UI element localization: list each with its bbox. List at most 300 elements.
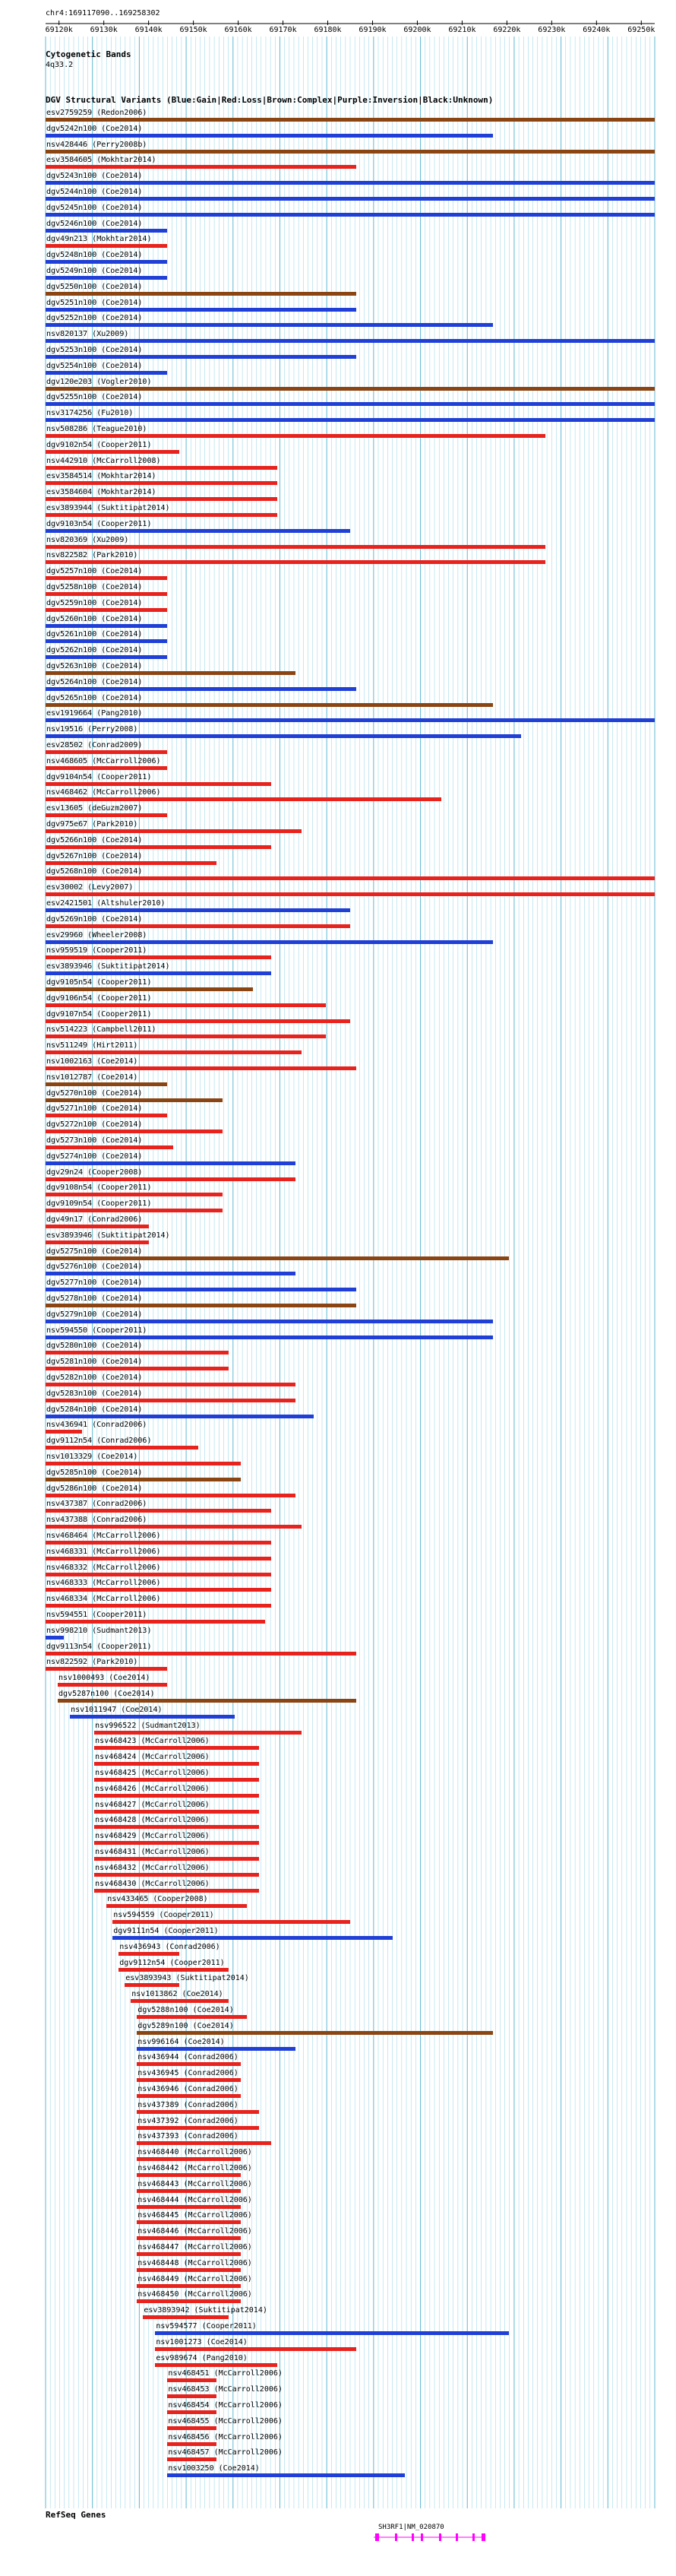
sv-label: dgv5250n100 (Coe2014): [46, 282, 143, 291]
ruler-tick-label: 69230k: [538, 26, 566, 34]
sv-bar[interactable]: [46, 624, 167, 628]
sv-bar[interactable]: [46, 876, 655, 880]
sv-label: esv3893944 (Suktitipat2014): [46, 504, 170, 512]
sv-bar[interactable]: [46, 1225, 149, 1228]
sv-label: dgv29n24 (Cooper2008): [46, 1168, 143, 1177]
sv-bar[interactable]: [46, 1145, 173, 1149]
sv-bar[interactable]: [131, 1999, 228, 2003]
sv-label: dgv5244n100 (Coe2014): [46, 188, 143, 196]
sv-label: dgv5262n100 (Coe2014): [46, 646, 143, 655]
sv-label: nsv511249 (Hirt2011): [46, 1041, 138, 1050]
sv-bar[interactable]: [137, 2268, 240, 2272]
sv-label: dgv9113n54 (Cooper2011): [46, 1642, 152, 1651]
sv-bar[interactable]: [137, 2126, 258, 2130]
sv-label: nsv468423 (McCarroll2006): [95, 1737, 210, 1746]
sv-label: nsv468462 (McCarroll2006): [46, 788, 161, 797]
location-label: chr4:169117090..169258302: [46, 9, 160, 17]
sv-bar[interactable]: [46, 1573, 271, 1576]
sv-label: nsv820369 (Xu2009): [46, 535, 129, 544]
sv-label: nsv468457 (McCarroll2006): [168, 2448, 283, 2457]
sv-bar[interactable]: [46, 434, 545, 438]
sv-bar[interactable]: [94, 1810, 259, 1814]
sv-bar[interactable]: [94, 1731, 302, 1735]
sv-label: dgv5270n100 (Coe2014): [46, 1088, 143, 1098]
sv-label: esv2759259 (Redon2006): [46, 109, 147, 117]
sv-label: dgv5278n100 (Coe2014): [46, 1294, 143, 1303]
sv-bar[interactable]: [46, 244, 167, 248]
sv-bar[interactable]: [46, 292, 356, 296]
sv-label: esv3584604 (Mokhtar2014): [46, 488, 156, 497]
sv-label: dgv5282n100 (Coe2014): [46, 1374, 143, 1382]
sv-bar[interactable]: [143, 2315, 228, 2319]
gene-exon: [412, 2533, 414, 2541]
sv-bar[interactable]: [46, 766, 167, 770]
sv-label: dgv9104n54 (Cooper2011): [46, 772, 152, 781]
sv-label: esv30002 (Levy2007): [46, 883, 134, 892]
sv-label: nsv594559 (Cooper2011): [113, 1911, 214, 1920]
sv-label: nsv822592 (Park2010): [46, 1658, 138, 1667]
sv-bar[interactable]: [155, 2363, 276, 2367]
sv-label: nsv514223 (Campbell2011): [46, 1025, 156, 1035]
sv-label: nsv468451 (McCarroll2006): [168, 2369, 283, 2378]
sv-bar[interactable]: [46, 813, 167, 817]
sv-bar[interactable]: [46, 861, 216, 865]
sv-label: dgv9111n54 (Cooper2011): [113, 1927, 219, 1935]
sv-bar[interactable]: [46, 1177, 295, 1181]
sv-label: nsv436943 (Conrad2006): [119, 1942, 220, 1951]
sv-label: nsv437389 (Conrad2006): [137, 2100, 238, 2109]
sv-label: nsv594577 (Cooper2011): [156, 2322, 257, 2330]
ruler-tick-label: 69130k: [90, 26, 118, 34]
ruler-tick-label: 69120k: [45, 26, 73, 34]
sv-label: nsv442910 (McCarroll2008): [46, 456, 161, 465]
sv-bar[interactable]: [46, 545, 545, 549]
refseq-track-title: RefSeq Genes: [46, 2510, 106, 2520]
sv-label: nsv436946 (Conrad2006): [137, 2085, 238, 2093]
sv-label: nsv468445 (McCarroll2006): [137, 2211, 252, 2220]
sv-bar[interactable]: [46, 165, 356, 169]
gene-model-sh3rf1[interactable]: [372, 2532, 486, 2543]
sv-label: dgv5255n100 (Coe2014): [46, 393, 143, 402]
sv-label: nsv468442 (McCarroll2006): [137, 2164, 252, 2172]
sv-label: nsv468446 (McCarroll2006): [137, 2227, 252, 2236]
sv-bar[interactable]: [137, 2062, 240, 2066]
sv-bar[interactable]: [46, 1050, 302, 1054]
sv-label: dgv5258n100 (Coe2014): [46, 583, 143, 591]
sv-label: nsv468425 (McCarroll2006): [95, 1769, 210, 1777]
sv-bar[interactable]: [167, 2394, 216, 2398]
sv-bar[interactable]: [46, 1604, 271, 1608]
sv-bar[interactable]: [46, 1462, 241, 1465]
sv-label: nsv468443 (McCarroll2006): [137, 2179, 252, 2188]
sv-label: dgv5273n100 (Coe2014): [46, 1136, 143, 1145]
sv-bar[interactable]: [137, 2284, 240, 2288]
sv-bar[interactable]: [46, 339, 655, 343]
sv-label: nsv468464 (McCarroll2006): [46, 1532, 161, 1540]
sv-label: dgv5251n100 (Coe2014): [46, 298, 143, 307]
sv-bar[interactable]: [46, 323, 493, 327]
sv-label: dgv9106n54 (Cooper2011): [46, 993, 152, 1003]
sv-bar[interactable]: [46, 687, 356, 691]
sv-label: nsv468430 (McCarroll2006): [95, 1879, 210, 1888]
sv-bar[interactable]: [46, 118, 655, 122]
sv-bar[interactable]: [137, 2031, 493, 2035]
sv-label: dgv5285n100 (Coe2014): [46, 1468, 143, 1477]
sv-bar[interactable]: [46, 371, 167, 375]
sv-label: dgv5280n100 (Coe2014): [46, 1342, 143, 1351]
sv-label: dgv5279n100 (Coe2014): [46, 1310, 143, 1319]
sv-bar[interactable]: [46, 150, 655, 154]
gene-exon: [395, 2533, 397, 2541]
sv-label: dgv5257n100 (Coe2014): [46, 567, 143, 576]
sv-bar[interactable]: [137, 2252, 240, 2256]
sv-label: dgv5245n100 (Coe2014): [46, 203, 143, 212]
sv-bar[interactable]: [137, 2189, 240, 2193]
sv-bar[interactable]: [46, 197, 655, 201]
sv-label: nsv468456 (McCarroll2006): [168, 2432, 283, 2441]
sv-bar[interactable]: [46, 513, 277, 517]
sv-bar[interactable]: [46, 908, 350, 912]
sv-bar[interactable]: [46, 1098, 223, 1102]
sv-label: nsv468431 (McCarroll2006): [95, 1848, 210, 1856]
ruler-tick-label: 69160k: [224, 26, 252, 34]
sv-label: nsv468429 (McCarroll2006): [95, 1832, 210, 1841]
sv-label: nsv437392 (Conrad2006): [137, 2116, 238, 2125]
sv-bar[interactable]: [137, 2110, 258, 2114]
gene-exon: [439, 2533, 441, 2541]
sv-bar[interactable]: [46, 1082, 167, 1086]
sv-bar[interactable]: [46, 1272, 295, 1275]
sv-bar[interactable]: [46, 308, 356, 312]
sv-label: dgv9103n54 (Cooper2011): [46, 519, 152, 528]
sv-bar[interactable]: [137, 2236, 240, 2240]
sv-label: esv28502 (Conrad2009): [46, 741, 143, 749]
sv-bar[interactable]: [46, 1256, 509, 1260]
sv-label: dgv9107n54 (Cooper2011): [46, 1009, 152, 1019]
sv-label: nsv822582 (Park2010): [46, 551, 138, 560]
sv-label: dgv49n17 (Conrad2006): [46, 1215, 143, 1224]
sv-bar[interactable]: [137, 2205, 240, 2209]
sv-bar[interactable]: [46, 924, 350, 928]
sv-bar[interactable]: [46, 1399, 295, 1402]
sv-bar[interactable]: [167, 2442, 216, 2446]
sv-bar[interactable]: [46, 1066, 356, 1070]
sv-label: dgv5287n100 (Coe2014): [58, 1690, 155, 1698]
sv-bar[interactable]: [46, 355, 356, 359]
sv-label: nsv436941 (Conrad2006): [46, 1421, 147, 1430]
sv-bar[interactable]: [155, 2347, 356, 2351]
sv-bar[interactable]: [46, 671, 295, 675]
sv-bar[interactable]: [46, 971, 271, 975]
sv-bar[interactable]: [167, 2457, 216, 2461]
sv-bar[interactable]: [46, 1494, 295, 1497]
sv-label: dgv9102n54 (Cooper2011): [46, 440, 152, 449]
sv-bar[interactable]: [94, 1841, 259, 1845]
sv-label: dgv5289n100 (Coe2014): [137, 2021, 234, 2030]
sv-label: esv3584514 (Mokhtar2014): [46, 472, 156, 481]
sv-bar[interactable]: [112, 1936, 393, 1940]
sv-bar[interactable]: [46, 750, 167, 754]
sv-bar[interactable]: [94, 1794, 259, 1798]
sv-bar[interactable]: [46, 1003, 326, 1007]
sv-label: dgv9105n54 (Cooper2011): [46, 978, 152, 987]
sv-bar[interactable]: [46, 1652, 356, 1656]
sv-bar[interactable]: [137, 2015, 246, 2019]
sv-label: dgv5272n100 (Coe2014): [46, 1120, 143, 1130]
sv-bar[interactable]: [46, 576, 167, 580]
sv-label: dgv5254n100 (Coe2014): [46, 361, 143, 370]
sv-label: nsv468428 (McCarroll2006): [95, 1816, 210, 1825]
sv-bar[interactable]: [46, 1430, 82, 1434]
ruler-tick-label: 69200k: [403, 26, 431, 34]
sv-label: esv3893943 (Suktitipat2014): [125, 1974, 249, 1983]
sv-bar[interactable]: [46, 1620, 265, 1624]
sv-label: dgv9108n54 (Cooper2011): [46, 1183, 152, 1193]
sv-bar[interactable]: [46, 1636, 64, 1640]
sv-label: dgv5259n100 (Coe2014): [46, 598, 143, 607]
sv-bar[interactable]: [46, 450, 179, 454]
gene-exon: [456, 2533, 458, 2541]
sv-bar[interactable]: [94, 1746, 259, 1750]
sv-bar[interactable]: [46, 1240, 149, 1244]
sv-bar[interactable]: [46, 1667, 167, 1671]
sv-label: nsv468450 (McCarroll2006): [137, 2290, 252, 2299]
sv-bar[interactable]: [112, 1920, 350, 1924]
gene-label: SH3RF1|NM_020870: [378, 2524, 444, 2531]
ruler-tick-label: 69220k: [493, 26, 521, 34]
sv-bar[interactable]: [46, 213, 655, 217]
sv-label: nsv468453 (McCarroll2006): [168, 2385, 283, 2394]
sv-bar[interactable]: [46, 529, 350, 533]
sv-label: nsv820137 (Xu2009): [46, 330, 129, 339]
sv-bar[interactable]: [46, 481, 277, 485]
sv-bar[interactable]: [58, 1699, 356, 1703]
sv-bar[interactable]: [46, 1588, 271, 1592]
sv-label: nsv1013329 (Coe2014): [46, 1453, 138, 1461]
sv-bar[interactable]: [94, 1857, 259, 1861]
sv-label: nsv468426 (McCarroll2006): [95, 1784, 210, 1793]
sv-label: dgv5248n100 (Coe2014): [46, 251, 143, 260]
ruler-tick-label: 69240k: [583, 26, 611, 34]
sv-label: esv13605 (deGuzm2007): [46, 804, 143, 813]
sv-bar[interactable]: [137, 2078, 240, 2082]
sv-label: esv989674 (Pang2010): [156, 2353, 248, 2362]
sv-label: dgv5274n100 (Coe2014): [46, 1152, 143, 1161]
sv-bar[interactable]: [46, 1557, 271, 1560]
sv-bar[interactable]: [137, 2157, 240, 2161]
sv-bar[interactable]: [46, 845, 271, 849]
sv-bar[interactable]: [70, 1715, 235, 1719]
sv-bar[interactable]: [46, 276, 167, 280]
sv-bar[interactable]: [94, 1889, 259, 1893]
sv-bar[interactable]: [46, 134, 493, 138]
sv-bar[interactable]: [118, 1952, 179, 1956]
sv-bar[interactable]: [46, 1320, 493, 1323]
ruler-tick-label: 69190k: [359, 26, 387, 34]
gene-exon: [375, 2533, 379, 2541]
sv-bar[interactable]: [167, 2410, 216, 2414]
sv-bar[interactable]: [46, 1351, 229, 1355]
sv-bar[interactable]: [46, 1541, 271, 1545]
sv-bar[interactable]: [46, 592, 167, 596]
sv-label: nsv468447 (McCarroll2006): [137, 2243, 252, 2251]
cytoband-label: 4q33.2: [46, 61, 74, 69]
sv-bar[interactable]: [46, 1367, 229, 1370]
sv-label: nsv436945 (Conrad2006): [137, 2069, 238, 2078]
sv-label: dgv5246n100 (Coe2014): [46, 219, 143, 228]
sv-bar[interactable]: [46, 402, 655, 406]
sv-label: nsv437388 (Conrad2006): [46, 1516, 147, 1525]
sv-bar[interactable]: [167, 2426, 216, 2430]
sv-label: nsv1012787 (Coe2014): [46, 1073, 138, 1082]
sv-bar[interactable]: [46, 734, 521, 738]
sv-label: dgv5277n100 (Coe2014): [46, 1278, 143, 1288]
sv-label: nsv468605 (McCarroll2006): [46, 756, 161, 765]
sv-bar[interactable]: [46, 1415, 314, 1418]
sv-label: dgv5284n100 (Coe2014): [46, 1405, 143, 1414]
sv-bar[interactable]: [46, 181, 655, 185]
sv-bar[interactable]: [125, 1983, 179, 1987]
sv-bar[interactable]: [46, 1130, 223, 1133]
sv-label: dgv975e67 (Park2010): [46, 820, 138, 829]
sv-bar[interactable]: [46, 229, 167, 233]
sv-label: nsv594551 (Cooper2011): [46, 1611, 147, 1619]
sv-bar[interactable]: [137, 2047, 295, 2051]
sv-bar[interactable]: [46, 1478, 241, 1481]
sv-bar[interactable]: [46, 940, 493, 944]
gene-exon: [472, 2533, 475, 2541]
sv-bar[interactable]: [46, 1446, 198, 1450]
sv-bar[interactable]: [94, 1762, 259, 1766]
sv-label: dgv9112n54 (Cooper2011): [119, 1958, 225, 1967]
sv-bar[interactable]: [46, 639, 167, 643]
sv-bar[interactable]: [46, 655, 167, 659]
sv-label: dgv5288n100 (Coe2014): [137, 2006, 234, 2014]
ruler-tick-label: 69250k: [627, 26, 655, 34]
sv-label: nsv1013862 (Coe2014): [131, 1990, 223, 1999]
sv-bar[interactable]: [46, 497, 277, 501]
sv-label: esv1919664 (Pang2010): [46, 709, 143, 718]
sv-bar[interactable]: [46, 1525, 302, 1529]
ruler-tick-label: 69210k: [448, 26, 476, 34]
sv-bar[interactable]: [137, 2173, 240, 2177]
sv-bar[interactable]: [46, 560, 545, 564]
sv-label: nsv959519 (Cooper2011): [46, 946, 147, 955]
sv-label: nsv468449 (McCarroll2006): [137, 2274, 252, 2283]
sv-bar[interactable]: [46, 418, 655, 422]
sv-bar[interactable]: [46, 797, 441, 801]
sv-bar[interactable]: [137, 2141, 270, 2145]
sv-label: nsv3174256 (Fu2010): [46, 409, 134, 418]
sv-label: dgv5242n100 (Coe2014): [46, 124, 143, 133]
sv-label: dgv5243n100 (Coe2014): [46, 172, 143, 181]
sv-label: esv3893946 (Suktitipat2014): [46, 1231, 170, 1240]
sv-bar[interactable]: [94, 1778, 259, 1782]
sv-bar[interactable]: [118, 1968, 228, 1972]
sv-label: esv3893942 (Suktitipat2014): [144, 2306, 267, 2315]
sv-bar[interactable]: [46, 1304, 356, 1307]
sv-bar[interactable]: [167, 2473, 405, 2477]
sv-label: dgv5252n100 (Coe2014): [46, 314, 143, 323]
ruler-tick-label: 69180k: [314, 26, 342, 34]
sv-label: nsv468427 (McCarroll2006): [95, 1800, 210, 1809]
sv-label: nsv1000493 (Coe2014): [58, 1674, 150, 1683]
sv-label: nsv436944 (Conrad2006): [137, 2053, 238, 2062]
sv-bar[interactable]: [46, 1193, 223, 1196]
sv-label: nsv468448 (McCarroll2006): [137, 2258, 252, 2267]
cytoband-track-title: Cytogenetic Bands: [46, 49, 131, 59]
sv-bar[interactable]: [46, 1336, 493, 1339]
sv-bar[interactable]: [46, 1383, 295, 1386]
sv-bar[interactable]: [46, 1209, 223, 1212]
sv-bar[interactable]: [46, 987, 253, 991]
sv-bar[interactable]: [46, 782, 271, 786]
sv-label: dgv5286n100 (Coe2014): [46, 1484, 143, 1493]
sv-label: nsv428446 (Perry2008b): [46, 140, 147, 149]
sv-bar[interactable]: [46, 1019, 350, 1023]
sv-bar[interactable]: [137, 2299, 240, 2303]
sv-bar[interactable]: [94, 1825, 259, 1829]
sv-bar[interactable]: [46, 955, 271, 959]
sv-bar[interactable]: [94, 1873, 259, 1877]
sv-bar[interactable]: [46, 608, 167, 612]
sv-label: dgv5253n100 (Coe2014): [46, 346, 143, 354]
sv-label: nsv1003250 (Coe2014): [168, 2464, 260, 2473]
sv-label: nsv468432 (McCarroll2006): [95, 1863, 210, 1872]
sv-bar[interactable]: [46, 1509, 271, 1513]
sv-bar[interactable]: [46, 1288, 356, 1291]
gene-exon: [421, 2533, 423, 2541]
sv-track-title: DGV Structural Variants (Blue:Gain|Red:Loss|Brown:Complex|Purple:Inversion|Black:Unknown): [46, 95, 494, 105]
sv-label: nsv468331 (McCarroll2006): [46, 1547, 161, 1556]
ruler-tick-label: 69170k: [269, 26, 297, 34]
sv-label: esv3584605 (Mokhtar2014): [46, 156, 156, 165]
sv-bar[interactable]: [46, 829, 302, 833]
sv-label: esv29960 (Wheeler2008): [46, 930, 147, 939]
sv-label: dgv49n213 (Mokhtar2014): [46, 235, 152, 244]
sv-bar[interactable]: [46, 703, 493, 707]
ruler-tick-label: 69140k: [134, 26, 163, 34]
sv-label: dgv5260n100 (Coe2014): [46, 614, 143, 623]
sv-bar[interactable]: [137, 2094, 240, 2098]
gene-exon: [482, 2533, 485, 2541]
sv-label: dgv5265n100 (Coe2014): [46, 693, 143, 702]
sv-label: dgv5281n100 (Coe2014): [46, 1358, 143, 1367]
sv-label: dgv9109n54 (Cooper2011): [46, 1199, 152, 1209]
sv-label: nsv19516 (Perry2008): [46, 725, 138, 734]
sv-bar[interactable]: [58, 1683, 167, 1687]
sv-bar[interactable]: [46, 1035, 326, 1038]
sv-bar[interactable]: [46, 718, 655, 722]
sv-label: nsv468333 (McCarroll2006): [46, 1579, 161, 1588]
sv-bar[interactable]: [137, 2220, 240, 2224]
sv-bar[interactable]: [167, 2378, 216, 2382]
sv-bar[interactable]: [46, 892, 655, 896]
sv-label: nsv468424 (McCarroll2006): [95, 1753, 210, 1762]
sv-bar[interactable]: [46, 466, 277, 470]
sv-label: dgv5276n100 (Coe2014): [46, 1263, 143, 1272]
sv-bar[interactable]: [46, 1161, 295, 1165]
sv-bar[interactable]: [46, 387, 655, 391]
sv-label: dgv5269n100 (Coe2014): [46, 914, 143, 924]
sv-bar[interactable]: [46, 260, 167, 264]
sv-bar[interactable]: [155, 2331, 508, 2335]
sv-label: nsv437393 (Conrad2006): [137, 2132, 238, 2141]
sv-label: dgv120e203 (Vogler2010): [46, 377, 152, 386]
sv-bar[interactable]: [106, 1904, 246, 1908]
sv-bar[interactable]: [46, 1114, 167, 1117]
sv-label: dgv5264n100 (Coe2014): [46, 677, 143, 686]
